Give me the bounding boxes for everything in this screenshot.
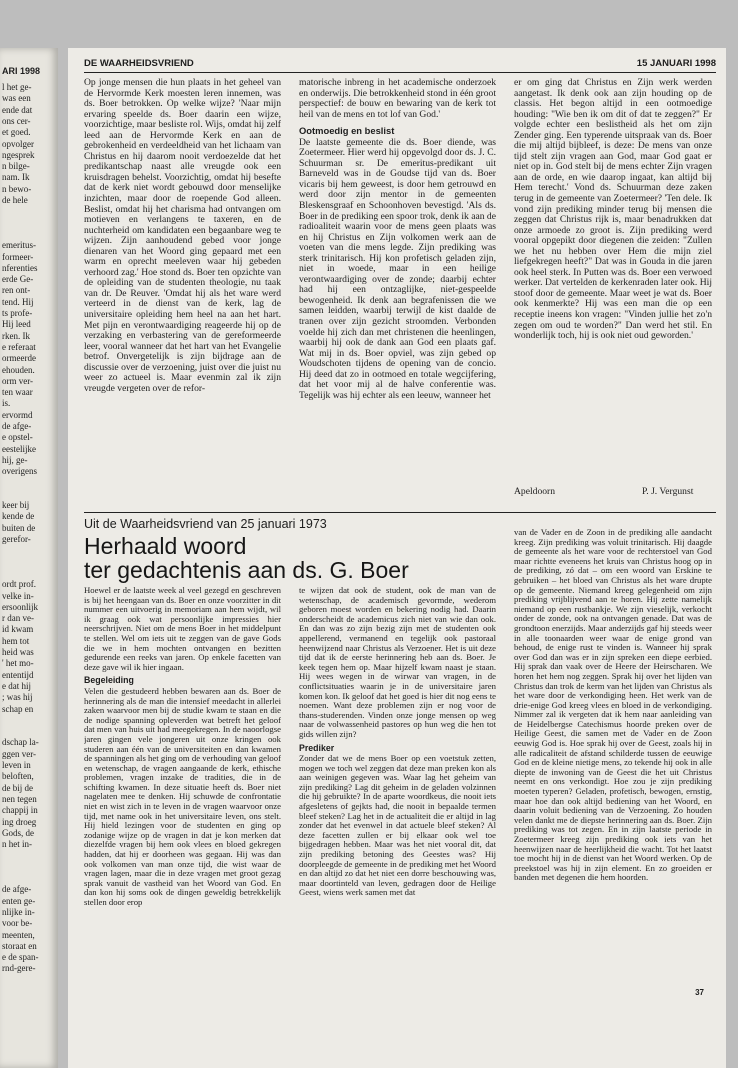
publication-title: DE WAARHEIDSVRIEND <box>84 58 194 69</box>
left-page-fragment: e opstel- <box>2 432 33 443</box>
left-page-fragment: ende dat <box>2 104 33 115</box>
left-page-fragment: et goed. <box>2 127 31 138</box>
left-page-fragment: de afge- <box>2 884 32 895</box>
left-page-fragment: formeer- <box>2 251 34 262</box>
left-page-fragment: buiten de <box>2 522 36 533</box>
top-col3-text: er om ging dat Christus en Zijn werk werden aangetast. Ik denk ook aan zijn houding op de classis. Het begon altijd in een ootmoedige houding: "Wie ben ik om dit of dat te zeggen?" Er volgde echter een beslistheid als het om zijn Zender ging. Een typerende uitspraak van ds. Boer die mij altijd bijbleef, is deze: De mens van onze tijd stelt zijn vragen aan God, maar God gaat er niet op in. God stelt bij de mens echter Zijn vragen aan de orde, en wie daarop ingaat, kan altijd bij Hem terecht.' Vond ds. Schuurman deze zaken terug in de gemeente van Zoetermeer? 'Ten dele. Ik vond zijn prediking minder terug bij mensen die zeggen dat Christus rijk is, maar benadrukken dat onze armoede zo groot is. Zijn prediking werd vooral opgepikt door diegenen die zeiden: "Zullen we het nu hebben over Hem die mijn ziel liefgekregen heeft?" Dat was in Gouda in die jaren ook heel sterk. In Putten was ds. Boer een verwoed werker. Dat vertelden de kerkenraden later ook. Hij stoof door de gemeente. Maar weet je wat ds. Boer ook kenmerkte? Hij was een man die op een receptie ineens kon vragen: "Vinden jullie het zo'n zegen om oud te worden?" Dan werd het stil. En wonderlijk toch, hij is ook niet oud geworden.' <box>514 78 712 342</box>
left-page-fragment: rnd-gere- <box>2 963 36 974</box>
left-page-fragment: opvolger <box>2 138 34 149</box>
left-page-fragment: rken. Ik <box>2 330 30 341</box>
left-page-fragment: ; was hij <box>2 692 33 703</box>
headline-line-2: ter gedachtenis aan ds. G. Boer <box>84 557 409 583</box>
top-column-1 <box>84 78 281 506</box>
lower-column-3 <box>514 528 712 973</box>
article-headline <box>84 534 494 582</box>
left-page-fragment: ten waar <box>2 387 33 398</box>
left-page-fragment: n bewo- <box>2 183 32 194</box>
article-kicker: Uit de Waarheidsvriend van 25 januari 1973 <box>84 517 327 531</box>
left-page-fragment: storaat en <box>2 940 37 951</box>
section-heading-ootmoedig: Ootmoedig en beslist <box>299 125 395 137</box>
left-page-fragment: nlijke in- <box>2 906 35 917</box>
lower-col3-text: van de Vader en de Zoon in de prediking alle aandacht kreeg. Zijn prediking was voluit trinitarisch. Hij daagde de gemeente als het ware voor de rechterstoel van God maar richtte eveneens het kruis van Christus hoog op in de prediking, zó dat – om een woord van Erskine te gebruiken – het bloed van Christus als het ware drupte op de gemeente. Niemand kreeg gelegenheid om zijn prediking vrijblijvend aan te horen. Hij zette namelijk niemand op een rustbankje. We zijn vieselijk, verkocht onder de zonde, ook na ontvangen genade. Dat was de grondtoon enerzijds. Maar anderzijds gaf hij steeds weer in alle toonaarden weer waar de enige grond van behoud, de enige rust te vinden is. Wanneer hij sprak over God dan was er in zijn spreken een diepe eerbied. Hij sprak dan vaak over de Heere der Heirscharen. We horen het hem nog zeggen. Sprak hij over het lijden van Christus dan trok de kerm van het lijden van Christus als het ware door de verkondiging heen. Het werk van de drie-enige God kreeg vlees en bloed in de verkondiging. Nimmer zal ik vergeten dat ik hem naar aanleiding van de Heidelbergse Catechismus hoorde preken over de Heilige Geest, die samen met de Vader en de Zoon eeuwig God is. Hoe sprak hij over de Geest, zoals hij in alle radicaliteit de afstand schilderde tussen de eeuwige God en de kleine nietige mens, zo tekende hij ook in alle diepte de inwoning van de Geest die het uit Christus neemt en ons verkondigt. Hoe zou je zijn prediking moeten typeren? Geladen, profetisch, bewogen, ernstig, maar hoe dan ook altijd bediening van het Woord, en daarin voluit bediening van de Verzoening. Zo houden velen dankt me de diepste herinnering aan ds. Boer. Zijn prediking was tot zegen. En in zijn laatste periode in Zoetermeer kreeg zijn prediking ook iets van het heenwijzen naar de heerlijkheid die wacht. Tot het laatst toe mocht hij in de dienst van het Woord werken. Op de preekstoel was hij in zijn element. En zo groeiden er banden met degenen die hem hoorden. <box>514 528 712 883</box>
section-heading-prediker: Prediker <box>299 742 335 753</box>
left-page-fragment: e de span- <box>2 952 39 963</box>
left-page-fragment: meenten, <box>2 929 35 940</box>
left-page-fragment: nen tegen <box>2 793 37 804</box>
left-page-fragment: chappij in <box>2 805 38 816</box>
left-page-fragment: overigens <box>2 466 37 477</box>
signature-name: P. J. Vergunst <box>642 486 694 497</box>
left-page-fragment: nam. Ik <box>2 172 30 183</box>
left-page-fragment: beloften, <box>2 771 34 782</box>
left-page-fragment: voor be- <box>2 918 33 929</box>
left-page-fragment: ervormd <box>2 409 33 420</box>
lower-col1-text: Hoewel er de laatste week al veel gezegd en geschreven is bij het heengaan van ds. Boer en onze voorzitter in dit nummer een uitvoerig in memoriam aan hem wijdt, wil ik graag ook wat persoonlijke impressies hier neerschrijven. Niet om de mens Boer in het middelpunt te stellen. Wel om iets uit te zeggen van de gave Gods die we in hem mochten ontvangen en bezitten gedurende een reeks van jaren. Op enkele facetten van deze gave wil ik hier ingaan. <box>84 586 281 672</box>
left-page-fragment: enten ge- <box>2 895 36 906</box>
left-page-fragment: leven in <box>2 760 31 770</box>
left-page-fragment: hij, ge- <box>2 454 28 465</box>
lower-col1b-text: Velen die gestudeerd hebben bewaren aan ds. Boer de herinnering als de man die intensief meedacht in allerlei zaken waarvoor men bij de studie kwam te staan en die de nodige spanning opleverden wat betreft het geloof dat men van huis uit had meegekregen. In de naoorlogse jaren gingen vele jongeren uit onze kringen ook studeren aan één van de universiteiten en dan kwamen de spanningen als het ging om de verhouding van geloof en wetenschap, de vragen aangaande de kerk, ethische problemen, vragen inzake de tradities, die in de schifting kwamen. In deze situatie heeft ds. Boer niet nagelaten mee te denken. Hij schuwde de confrontatie niet en wist zich in te leven in de vragen waarvoor onze tijd, met name ook in het universitaire leven, ons stelt. Hij hield lezingen voor de studenten en ging op zodanige wijze op de vragen in dat je kon merken dat diezelfde vragen bij hem ook vlees en bloed gekregen hadden, dat hij er doorheen was gegaan. Hij was dan ook volkomen van man onze tijd, die wist waar de vragen lagen, maar die in deze vragen met groot gezag sprak vanuit de vastheid van het Woord van God. En dan kon hij soms ook de dingen geweldig betrekkelijk stellen door erop <box>84 685 281 907</box>
section-divider <box>84 512 716 513</box>
left-page-fragment: was een <box>2 93 31 104</box>
left-page-fragment: e dat hij <box>2 680 31 691</box>
left-page-fragment: kende de <box>2 511 35 522</box>
left-page-fragment: tend. Hij <box>2 296 34 307</box>
issue-date: 15 JANUARI 1998 <box>636 58 716 69</box>
left-page-fragment: r dan ve- <box>2 613 34 624</box>
page-number: 37 <box>695 988 704 997</box>
section-heading-begeleiding: Begeleiding <box>84 675 134 686</box>
left-page-fragment: n bilge- <box>2 161 30 172</box>
top-column-3 <box>514 78 712 480</box>
left-page-header: ARI 1998 <box>2 66 41 76</box>
left-page-fragment: emeritus- <box>2 240 36 251</box>
left-page-fragment: Hij leed <box>2 319 31 330</box>
left-page-fragment: ' het mo- <box>2 658 34 669</box>
left-page-fragment: keer bij <box>2 500 30 511</box>
top-col2-text: matorische inbreng in het academische onderzoek en onderwijs. Die betrokkenheid stond in één groot perspectief: de bouw en bewaring van de kerk tot heil van de mens en tot lof van God.' <box>299 78 496 120</box>
left-page-fragment: ententijd <box>2 669 34 680</box>
left-page-fragment: ing droeg <box>2 816 37 827</box>
right-page <box>68 48 726 1068</box>
left-page-fragment: l het ge- <box>2 82 32 92</box>
running-header <box>84 58 716 73</box>
left-page-fragment: schap en <box>2 703 34 714</box>
top-column-2 <box>299 78 496 506</box>
left-page-fragment: ts profe- <box>2 308 33 318</box>
lower-column-1 <box>84 586 281 998</box>
left-page-fragment: Gods, de <box>2 827 34 838</box>
left-page-fragment: velke in- <box>2 590 34 601</box>
left-page-fragment: ren ont- <box>2 285 31 296</box>
left-page-fragment: gerefor- <box>2 534 31 544</box>
left-page-edge <box>0 48 58 1068</box>
left-page-fragment: e referaat <box>2 341 36 352</box>
left-page-fragment: ordt prof. <box>2 579 36 590</box>
left-page-fragment: n het in- <box>2 839 32 850</box>
left-page-fragment: orm ver- <box>2 375 34 386</box>
left-page-fragment: ehouden. <box>2 364 35 375</box>
left-page-fragment: ngesprek <box>2 149 35 160</box>
left-page-fragment: de bij de <box>2 782 33 793</box>
headline-line-1: Herhaald woord <box>84 533 247 559</box>
left-page-fragment: ersoonlijk <box>2 601 38 612</box>
left-page-fragment: erde Ge- <box>2 274 34 285</box>
left-page-fragment: de hele <box>2 195 28 205</box>
left-page-fragment: ggen ver- <box>2 748 37 759</box>
left-page-fragment: eestelijke <box>2 443 36 454</box>
lower-column-2 <box>299 586 496 998</box>
left-page-fragment: heid was <box>2 647 34 657</box>
lower-col2b-text: Zonder dat we de mens Boer op een voetstuk zetten, mogen we toch wel zeggen dat deze man preken kon als aan weinigen gegeven was. Waar lag het geheim van zijn prediking? Lag dit geheim in de geladen volzinnen die hij gebruikte? In de aparte woordkeus, die nooit iets afgesletens of gejkts had, die nooit in bepaalde termen bleef steken? Lag het in de actualiteit die er altijd in lag zonder dat het evenwel in dat actuele bleef steken? Al deze facetten zullen er bij elkaar ook wel toe bijgedragen hebben. Maar was het niet vooral dit, dat zijn prediking betoning des Geestes was? Hij doorpleegde de gemeente in de prediking met het Woord en dan altijd zo dat het niet een dorre beschouwing was, maar doortinteld van leven, gedragen door de Heilige Geest, wiens werk samen met dat <box>299 753 496 898</box>
left-page-fragment: ormeerde <box>2 353 36 364</box>
left-page-fragment: is. <box>2 398 11 409</box>
left-page-fragment: de afge- <box>2 421 32 431</box>
left-page-fragment: ons cer- <box>2 115 31 126</box>
left-page-fragment: dschap la- <box>2 737 39 748</box>
left-page-fragment: id kwam <box>2 624 34 635</box>
lower-col2-text: te wijzen dat ook de student, ook de man van de wetenschap, de academisch gevormde, wederom geboren moest worden en bekering nodig had. Daarin onderscheidt de academicus zich niet van wie dan ook. En dan was zo zijn bezig zijn met de studenten ook appellerend, vermanend en tegelijk ook pastoraal heenwijzend naar Christus als Verzoener. Het is uit deze tijd dat ik de eerste herinnering heb aan ds. Boer. Je keek tegen hem op. Maar hijzelf kwam naast je staan. Hij wees wegen in de wirwar van vragen, in de conflictsituaties waarin je in de universitaire jaren komen kon. Ik geloof dat het goed is hier dit nog eens te noemen. Want deze problemen zijn er nog voor de thans-studerenden. Vinden onze jonge mensen op weg naar de volwassenheid pastores op hun weg die hen tot gids willen zijn? <box>299 586 496 739</box>
top-col2b-text: De laatste gemeente die ds. Boer diende, was Zoetermeer. Hier werd hij opgevolgd door ds. J. C. Schuurman sr. De emeritus-predikant uit Barneveld was in de Goudse tijd van ds. Boer vicaris bij hem geweest, is door hem getrouwd en werd door zijn mentor in de gemeenten Bleskensgraaf en Schoonhoven bevestigd. 'Als ds. Boer in de prediking een spoor trok, denk ik aan de radioaliteit waarin voor de mens geen plaats was en hij Christus en Zijn volkomen werk aan de voeten van die mens legde. Zijn prediking was sterk trinitarisch. Hij kon profetisch geladen zijn, niet in woede, maar in een heilige verontwaardiging over de zonde; daarbij echter had hij een ontzaglijke, niet-gespeelde bewogenheid. Ik denk aan begrafenissen die we samen leidden, waarbij terwijl de kist daalde de tranen over zijn gezicht stroomden. Verbonden voelde hij zich dan met christenen die heenlingen, waarbij hij ook de dank aan God een plaats gaf. Wat mij in ds. Boer opviel, was zijn gebed op Woudschoten tijdens de opening van de concio. Hij deed dat zo in ootmoed en totale wegcijfering, dat het voor mij al de halve conferentie was. Tegelijk was hij echter als een leeuw, wanneer het <box>299 136 496 401</box>
left-page-fragment: nferenties <box>2 262 38 273</box>
top-col1-text: Op jonge mensen die hun plaats in het geheel van de Hervormde Kerk moesten leren innemen, was ds. Boer betrokken. Op welke wijze? 'Naar mijn ervaring speelde ds. Boer daarin een wijze, voorzichtige, maar besliste rol. Wijs, omdat hij zelf leed aan de Hervormde Kerk en aan de gebrokenheid en verdeeldheid van het lichaam van Christus en hij daarom nooit verdoezelde dat het predikantschap naast alle vreugde ook een kruisdragen behelst. Voorzichtig, omdat hij besefte dat de kerk niet wordt gebouwd door menselijke inzichten, maar door de roepende God alleen. Beslist, omdat hij het charisma had ontvangen om motieven en verlangens te taxeren, en de nuchterheid om kandidaten een begaanbare weg te wijzen. Zijn aanhoudend gebed voor jonge dienaren van het Woord ging gepaard met een warm en oprecht meeleven waar hij gebeden verhoord zag.' Hoe stond ds. Boer ten opzichte van de opleiding van de studenten theologie, nu taak van dr. De Reuver. 'Omdat hij als het ware werd verteerd in de dienst van de kerk, lag de universitaire opleiding hem heel na aan het hart. Met pijn en verontwaardiging reageerde hij op de verzaking en verbastering van de gereformeerde leer, vooral wanneer dat het hart van het Evangelie betrof. Onvergetelijk is zijn bijdrage aan de discussie over de verzoening, juist over die juist nu weer zo actueel is. Maar evenmin zal ik zijn vreugde vergeten over de refor- <box>84 78 281 394</box>
left-page-fragment: hem tot <box>2 635 30 646</box>
signature-place: Apeldoorn <box>514 486 556 497</box>
